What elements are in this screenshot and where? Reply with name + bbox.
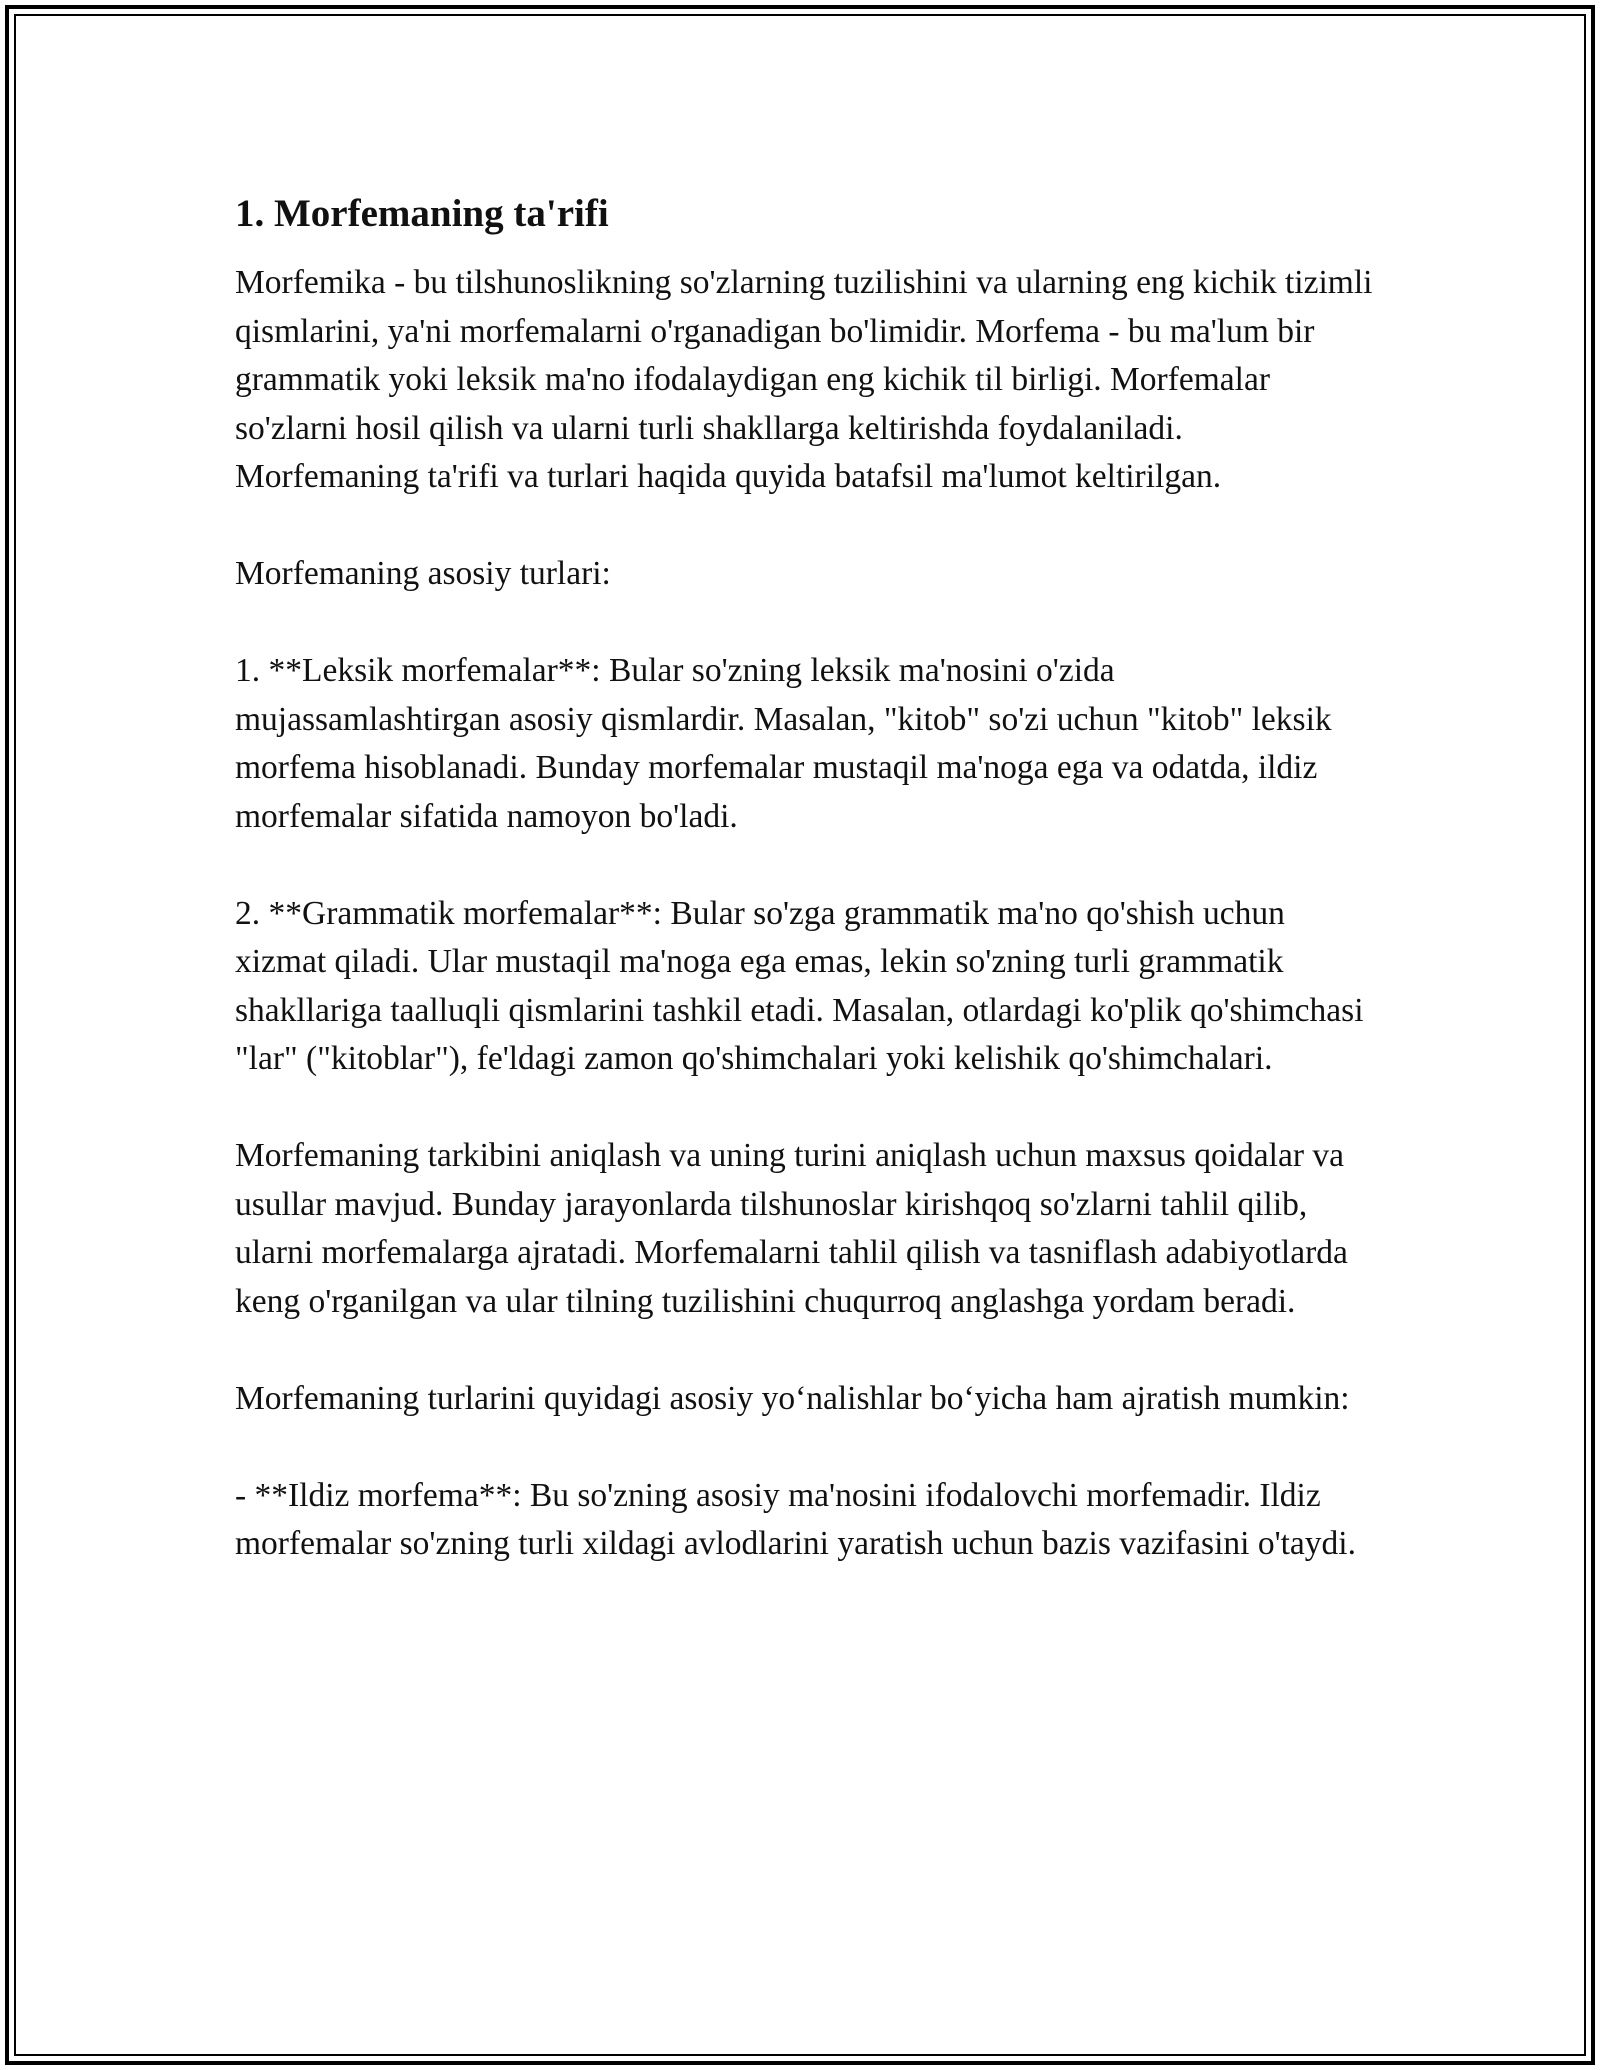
- paragraph-root-morpheme: - **Ildiz morfema**: Bu so'zning asosiy ma'nosini ifodalovchi morfemadir. Ildiz morfemalar so'zning turli xildagi avlodlarini yaratish uchun bazis vazifasini o'taydi.: [235, 1476, 1356, 1562]
- paragraph-definition: Morfemika - bu tilshunoslikning so'zlarning tuzilishini va ularning eng kichik tizimli qismlarini, ya'ni morfemalarni o'rganadigan bo'limidir. Morfema - bu ma'lum bir grammatik yoki leksik ma'no ifodalaydigan eng kichik til birligi. Morfemalar so'zlarni hosil qilish va ularni turli shakllarga keltirishda foydalaniladi. Morfemaning ta'rifi va turlari haqida quyida batafsil ma'lumot keltirilgan.: [235, 264, 1373, 495]
- paragraph-lexical-morphemes: 1. **Leksik morfemalar**: Bular so'zning leksik ma'nosini o'zida mujassamlashtirgan asosiy qismlardir. Masalan, "kitob" so'zi uchun "kitob" leksik morfema hisoblanadi. Bunday morfemalar mustaqil ma'noga ega va odatda, ildiz morfemalar sifatida namoyon bo'ladi.: [235, 652, 1332, 835]
- document-body: [235, 186, 1375, 1617]
- document-title: 1. Morfemaning ta'rifi: [235, 192, 609, 235]
- paragraph-analysis-methods: Morfemaning tarkibini aniqlash va uning turini aniqlash uchun maxsus qoidalar va usullar mavjud. Bunday jarayonlarda tilshunoslar kirishqoq so'zlarni tahlil qilib, ularni morfemalarga ajratadi. Morfemalarni tahlil qilish va tasniflash adabiyotlarda keng o'rganilgan va ular tilning tuzilishini chuqurroq anglashga yordam beradi.: [235, 1137, 1348, 1320]
- paragraph-grammatical-morphemes: 2. **Grammatik morfemalar**: Bular so'zga grammatik ma'no qo'shish uchun xizmat qiladi. Ular mustaqil ma'noga ega emas, lekin so'zning turli grammatik shakllariga taalluqli qismlarini tashkil etadi. Masalan, otlardagi ko'plik qo'shimchasi "lar" ("kitoblar"), fe'ldagi zamon qo'shimchalari yoki kelishik qo'shimchalari.: [235, 894, 1364, 1077]
- paragraph-other-directions: Morfemaning turlarini quyidagi asosiy yo‘nalishlar bo‘yicha ham ajratish mumkin:: [235, 1379, 1350, 1417]
- paragraph-main-types-heading: Morfemaning asosiy turlari:: [235, 555, 611, 592]
